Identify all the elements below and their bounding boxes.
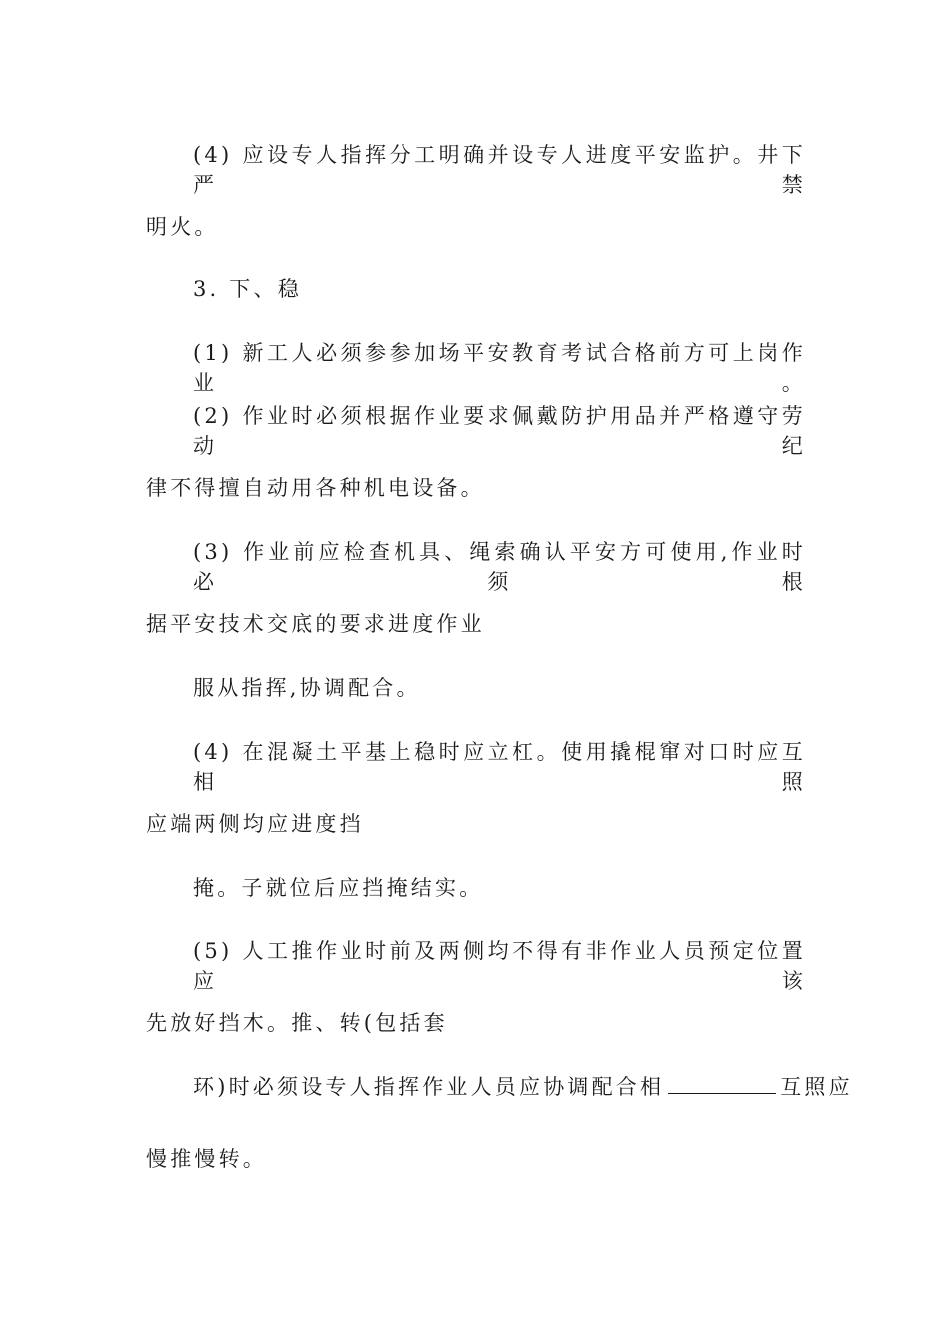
item-4-line-3: 掩。子就位后应挡掩结实。	[193, 876, 484, 900]
item-5-line-3-text: 环)时必须设专人指挥作业人员应协调配合相	[193, 1075, 665, 1099]
item-3-line-1: (3) 作业前应检查机具、绳索确认平安方可使用,作业时必须根	[193, 540, 806, 594]
item-2-line-2: 律不得擅自动用各种机电设备。	[146, 476, 485, 500]
paragraph-4-line-1: (4) 应设专人指挥分工明确并设专人进度平安监护。井下严禁	[193, 143, 806, 197]
item-5-line-4: 慢推慢转。	[146, 1147, 267, 1171]
item-5-line-2: 先放好挡木。推、转(包括套	[146, 1011, 448, 1035]
paragraph-4-line-2: 明火。	[146, 215, 219, 239]
item-4-line-2: 应端两侧均应进度挡	[146, 812, 364, 836]
item-5-line-1: (5) 人工推作业时前及两侧均不得有非作业人员预定位置应该	[193, 939, 806, 993]
item-5-line-3	[193, 1072, 853, 1102]
item-1-line-1: (1) 新工人必须参参加场平安教育考试合格前方可上岗作业。	[193, 341, 806, 395]
section-heading-3: 3. 下、稳	[193, 277, 302, 301]
item-3-line-3: 服从指挥,协调配合。	[193, 676, 421, 700]
item-5-line-3-tail: 互照应	[780, 1075, 853, 1099]
fill-in-blank	[668, 1075, 776, 1094]
item-3-line-2: 据平安技术交底的要求进度作业	[146, 612, 485, 636]
item-4-line-1: (4) 在混凝土平基上稳时应立杠。使用撬棍窜对口时应互相照	[193, 740, 806, 794]
item-2-line-1: (2) 作业时必须根据作业要求佩戴防护用品并严格遵守劳动纪	[193, 404, 806, 458]
